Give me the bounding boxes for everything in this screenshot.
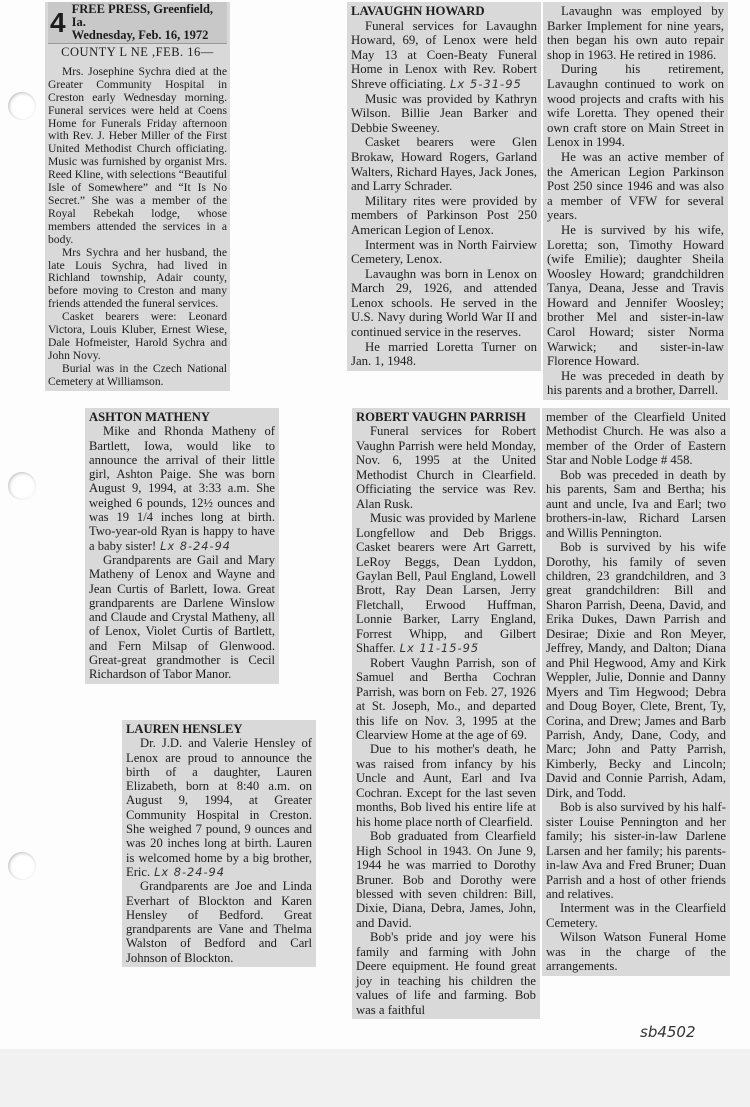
paragraph [351, 238, 537, 267]
handwritten-note: Lx 8-24-94 [160, 538, 231, 553]
paragraph [356, 424, 536, 511]
paragraph-text: Dr. J.D. and Valerie Hensley of Lenox are proud to announce the birth of a daughter, Lauren Elizabeth, born at 8:40 a.m. on August 9, 1994, at Greater Community Hospital in Creston. She weighed 7 pound, 9 ounces and was 20 inches long at birth. Lauren is welcomed home by a big brother, Eric. [126, 736, 312, 879]
paragraph-text: He is survived by his wife, Loretta; son, Timothy Howard (wife Emilie); daughter Sheila Woosley Howard; grandchildren Tanya, Deana, Jesse and Travis Howard and Jennifer Woosley; brother Mel and sister-in-law Carol Howard; sister Norma Warwick; and sister-in-law Florence Howard. [547, 222, 724, 369]
paragraph-text: During his retirement, Lavaughn continued to work on wood projects and crafts with his wife Loretta. They opened their own craft store on Main Street in Lenox in 1994. [547, 62, 724, 150]
paragraph [547, 369, 724, 398]
article-body [547, 4, 724, 398]
paragraph [547, 223, 724, 369]
paragraph [48, 311, 227, 363]
paragraph [48, 363, 227, 389]
handwritten-note: Lx 11-15-95 [399, 641, 480, 656]
paragraph-text: Grandparents are Gail and Mary Matheny of Lenox and Wayne and Jean Curtis of Barlett, Iowa. Great grandparents are Darlene Winslow and Claude and Crystal Matheny, all of Lenox, Violet Curtis of Bartlett, and Fern Milsap of Glenwood. Great-great grandmother is Cecil Richardson of Tabor Manor. [89, 552, 275, 682]
article-body [546, 410, 726, 974]
dateline: COUNTY L NE ,FEB. 16— [61, 45, 214, 59]
paragraph [89, 424, 275, 553]
handwritten-id: sb4502 [640, 1023, 696, 1041]
paragraph [356, 511, 536, 656]
article-body [126, 736, 312, 965]
article-body [356, 424, 536, 1017]
paragraph [351, 194, 537, 238]
paragraph-text: Music was provided by Kathryn Wilson. Billie Jean Barker and Debbie Sweeney. [351, 91, 537, 135]
article-heading: ASHTON MATHENY [89, 410, 210, 424]
paragraph-text: Bob is survived by his wife Dorothy, his family of seven children, 23 grandchildren, and 3 great grandchildren: Bill and Sharon Parrish, Deena, David, and Erika Dukes, Dawn Parrish and Desirae; Dixie and Ron Meyer, Jeffrey, Mandy, and Dalton; Diana and Phil Hegwood, Amy and Kirk Weppler, Julie, Donnie and Danny Myers and Tim Hegwood; Debra and Doug Boyer, Clete, Brent, Ty, Corina, and Drew; James and Barb Parrish, Andy, Dane, Cody, and Marc; John and Patty Parrish, Kimberly, Becky and Lincoln; David and Connie Parrish, Adam, Dirk, and Todd. [546, 540, 726, 800]
clipping-robert-parrish-col1 [352, 408, 540, 1019]
paragraph-text: Music was provided by Marlene Longfellow and Deb Briggs. Casket bearers were Art Garrett, LeRoy Beggs, Dean Lyddon, Gaylan Bell, Paul England, Lowell Brott, Ray Dean Larsen, Jerry Fletchall, Erwood Huffman, Lonnie Barker, Larry England, Forrest Whipp, and Gilbert Shaffer. [356, 511, 536, 656]
binder-hole [8, 472, 36, 500]
page-number: 4 [50, 6, 66, 38]
paragraph [351, 19, 537, 92]
paragraph [356, 930, 536, 1017]
article-heading: LAUREN HENSLEY [126, 722, 243, 736]
paragraph-text: Interment was in the Clearfield Cemetery. [546, 901, 726, 930]
clipping-lavaughn-howard-col2 [543, 2, 728, 400]
paragraph [89, 553, 275, 682]
paragraph [48, 247, 227, 312]
paragraph [546, 930, 726, 973]
paragraph [356, 656, 536, 743]
paragraph [351, 340, 537, 369]
paragraph [546, 901, 726, 930]
paragraph-text: Lavaughn was born in Lenox on March 29, 1926, and attended Lenox schools. He served in the U.S. Navy during World War II and continued service in the reserves. [351, 266, 537, 340]
paragraph [356, 829, 536, 930]
paragraph [356, 742, 536, 829]
paragraph-text: Mrs. Josephine Sychra died at the Greater Community Hospital in Creston early Wednesday morning. Funeral services were held at Coens Home for Funerals Friday afternoon with Rev. J. Heber Miller of the First United Methodist Church officiating. Music was furnished by organist Mrs. Reed Kline, with selections “Beautiful Isle of Somewhere” and “It Is No Secret.” She was a member of the Royal Rebekah lodge, whose members attended the services in a body. [48, 64, 227, 246]
paragraph-text: He was an active member of the American Legion Parkinson Post 250 since 1946 and was also a member of VFW for several years. [547, 149, 724, 223]
paragraph-text: Mike and Rhonda Matheny of Bartlett, Iowa, would like to announce the arrival of their little girl, Ashton Paige. She was born August 9, 1994, at 3:33 a.m. She weighed 6 pounds, 12½ ounces and was 19 1/4 inches long at birth. Two-year-old Ryan is happy to have a baby sister! [89, 424, 275, 553]
clipping-josephine-sychra [45, 2, 230, 391]
paragraph [48, 66, 227, 247]
clipping-lauren-hensley [122, 720, 316, 967]
paragraph [546, 410, 726, 468]
binder-hole [8, 852, 36, 880]
clipping-robert-parrish-col2 [542, 408, 730, 976]
article-heading: ROBERT VAUGHN PARRISH [356, 410, 526, 424]
handwritten-note: Lx 8-24-94 [154, 864, 225, 879]
paragraph-text: Bob's pride and joy were his family and farming with John Deere equipment. He found great joy in teaching his children the values of life and farming. Bob was a faithful [356, 930, 536, 1017]
article-heading: LAVAUGHN HOWARD [351, 4, 485, 18]
newspaper-masthead [48, 2, 227, 44]
paragraph-text: Bob is also survived by his half-sister Louise Pennington and her family; his sister-in-law Darlene Larsen and her family; his parents-in-law Ava and Fred Bruner; Duan Parrish and a host of other friends and relatives. [546, 800, 726, 901]
paragraph [126, 736, 312, 879]
paragraph [546, 468, 726, 540]
paragraph [351, 267, 537, 340]
paragraph-text: He was preceded in death by his parents and a brother, Darrell. [547, 368, 724, 398]
paragraph-text: Robert Vaughn Parrish, son of Samuel and Bertha Cochran Parrish, was born on Feb. 27, 1926 at St. Joseph, Mo., and departed this life on Nov. 3, 1995 at the Clearview Home at the age of 69. [356, 655, 536, 742]
paragraph-text: He married Loretta Turner on Jan. 1, 1948. [351, 339, 537, 369]
paragraph [546, 540, 726, 800]
paragraph-text: Casket bearers were: Leonard Victora, Louis Kluber, Ernest Wiese, Dale Hofmeister, Harold Sychra and John Novy. [48, 310, 227, 362]
paragraph-text: Military rites were provided by members of Parkinson Post 250 American Legion of Lenox. [351, 193, 537, 237]
paragraph-text: Due to his mother's death, he was raised from infancy by his Uncle and Aunt, Earl and Iva Cochran. Except for the last seven months, Bob lived his entire life at his home place north of Clearfield. [356, 742, 536, 829]
paragraph-text: Funeral services for Lavaughn Howard, 69, of Lenox were held May 13 at Coen-Beaty Funeral Home in Lenox with Rev. Robert Shreve officiating. [351, 18, 537, 91]
publication-name: FREE PRESS, Greenfield, Ia. [71, 2, 214, 29]
paragraph [547, 62, 724, 150]
paragraph-text: member of the Clearfield United Methodist Church. He was also a member of the Order of Eastern Star and Noble Lodge # 458. [546, 410, 726, 468]
paragraph [351, 92, 537, 136]
binder-hole [8, 92, 36, 120]
paragraph-text: Funeral services for Robert Vaughn Parrish were held Monday, Nov. 6, 1995 at the United Methodist Church in Clearfield. Officiating the service was Rev. Alan Rusk. [356, 424, 536, 511]
paragraph-text: Lavaughn was employed by Barker Implement for nine years, then began his own auto repair shop in 1963. He retired in 1986. [547, 4, 724, 62]
paragraph [126, 879, 312, 965]
paragraph-text: Burial was in the Czech National Cemetery at Williamson. [48, 361, 227, 388]
paragraph-text: Wilson Watson Funeral Home was in the charge of the arrangements. [546, 930, 726, 974]
clipping-ashton-matheny [85, 408, 279, 684]
handwritten-note: Lx 5-31-95 [450, 76, 522, 91]
paragraph-text: Grandparents are Joe and Linda Everhart of Blockton and Karen Hensley of Bedford. Great grandparents are Vane and Thelma Walston of Bedford and Carl Johnson of Blockton. [126, 879, 312, 965]
paragraph [351, 135, 537, 193]
paragraph-text: Bob graduated from Clearfield High School in 1943. On June 9, 1944 he was married to Dorothy Bruner. Bob and Dorothy were blessed with seven children: Bill, Dixie, Diana, Debra, James, John, and David. [356, 829, 536, 930]
paragraph-text: Interment was in North Fairview Cemetery, Lenox. [351, 237, 537, 267]
clipping-lavaughn-howard-col1 [347, 2, 541, 371]
article-body [48, 66, 227, 389]
paragraph [547, 4, 724, 62]
article-body [351, 19, 537, 369]
paragraph-text: Mrs Sychra and her husband, the late Louis Sychra, had lived in Richland township, Adair county, before moving to Creston and many friends attended the funeral services. [48, 245, 227, 311]
scan-background [0, 1049, 750, 1107]
publication-date: Wednesday, Feb. 16, 1972 [71, 28, 209, 42]
article-body [89, 424, 275, 681]
paragraph-text: Bob was preceded in death by his parents, Sam and Bertha; his aunt and uncle, Iva and Earl; two brothers-in-law, Richard Larsen and Willis Pennington. [546, 467, 726, 540]
paragraph [546, 800, 726, 901]
paragraph [547, 150, 724, 223]
paragraph-text: Casket bearers were Glen Brokaw, Howard Rogers, Garland Walters, Richard Hayes, Jack Jones, and Larry Schrader. [351, 135, 537, 194]
